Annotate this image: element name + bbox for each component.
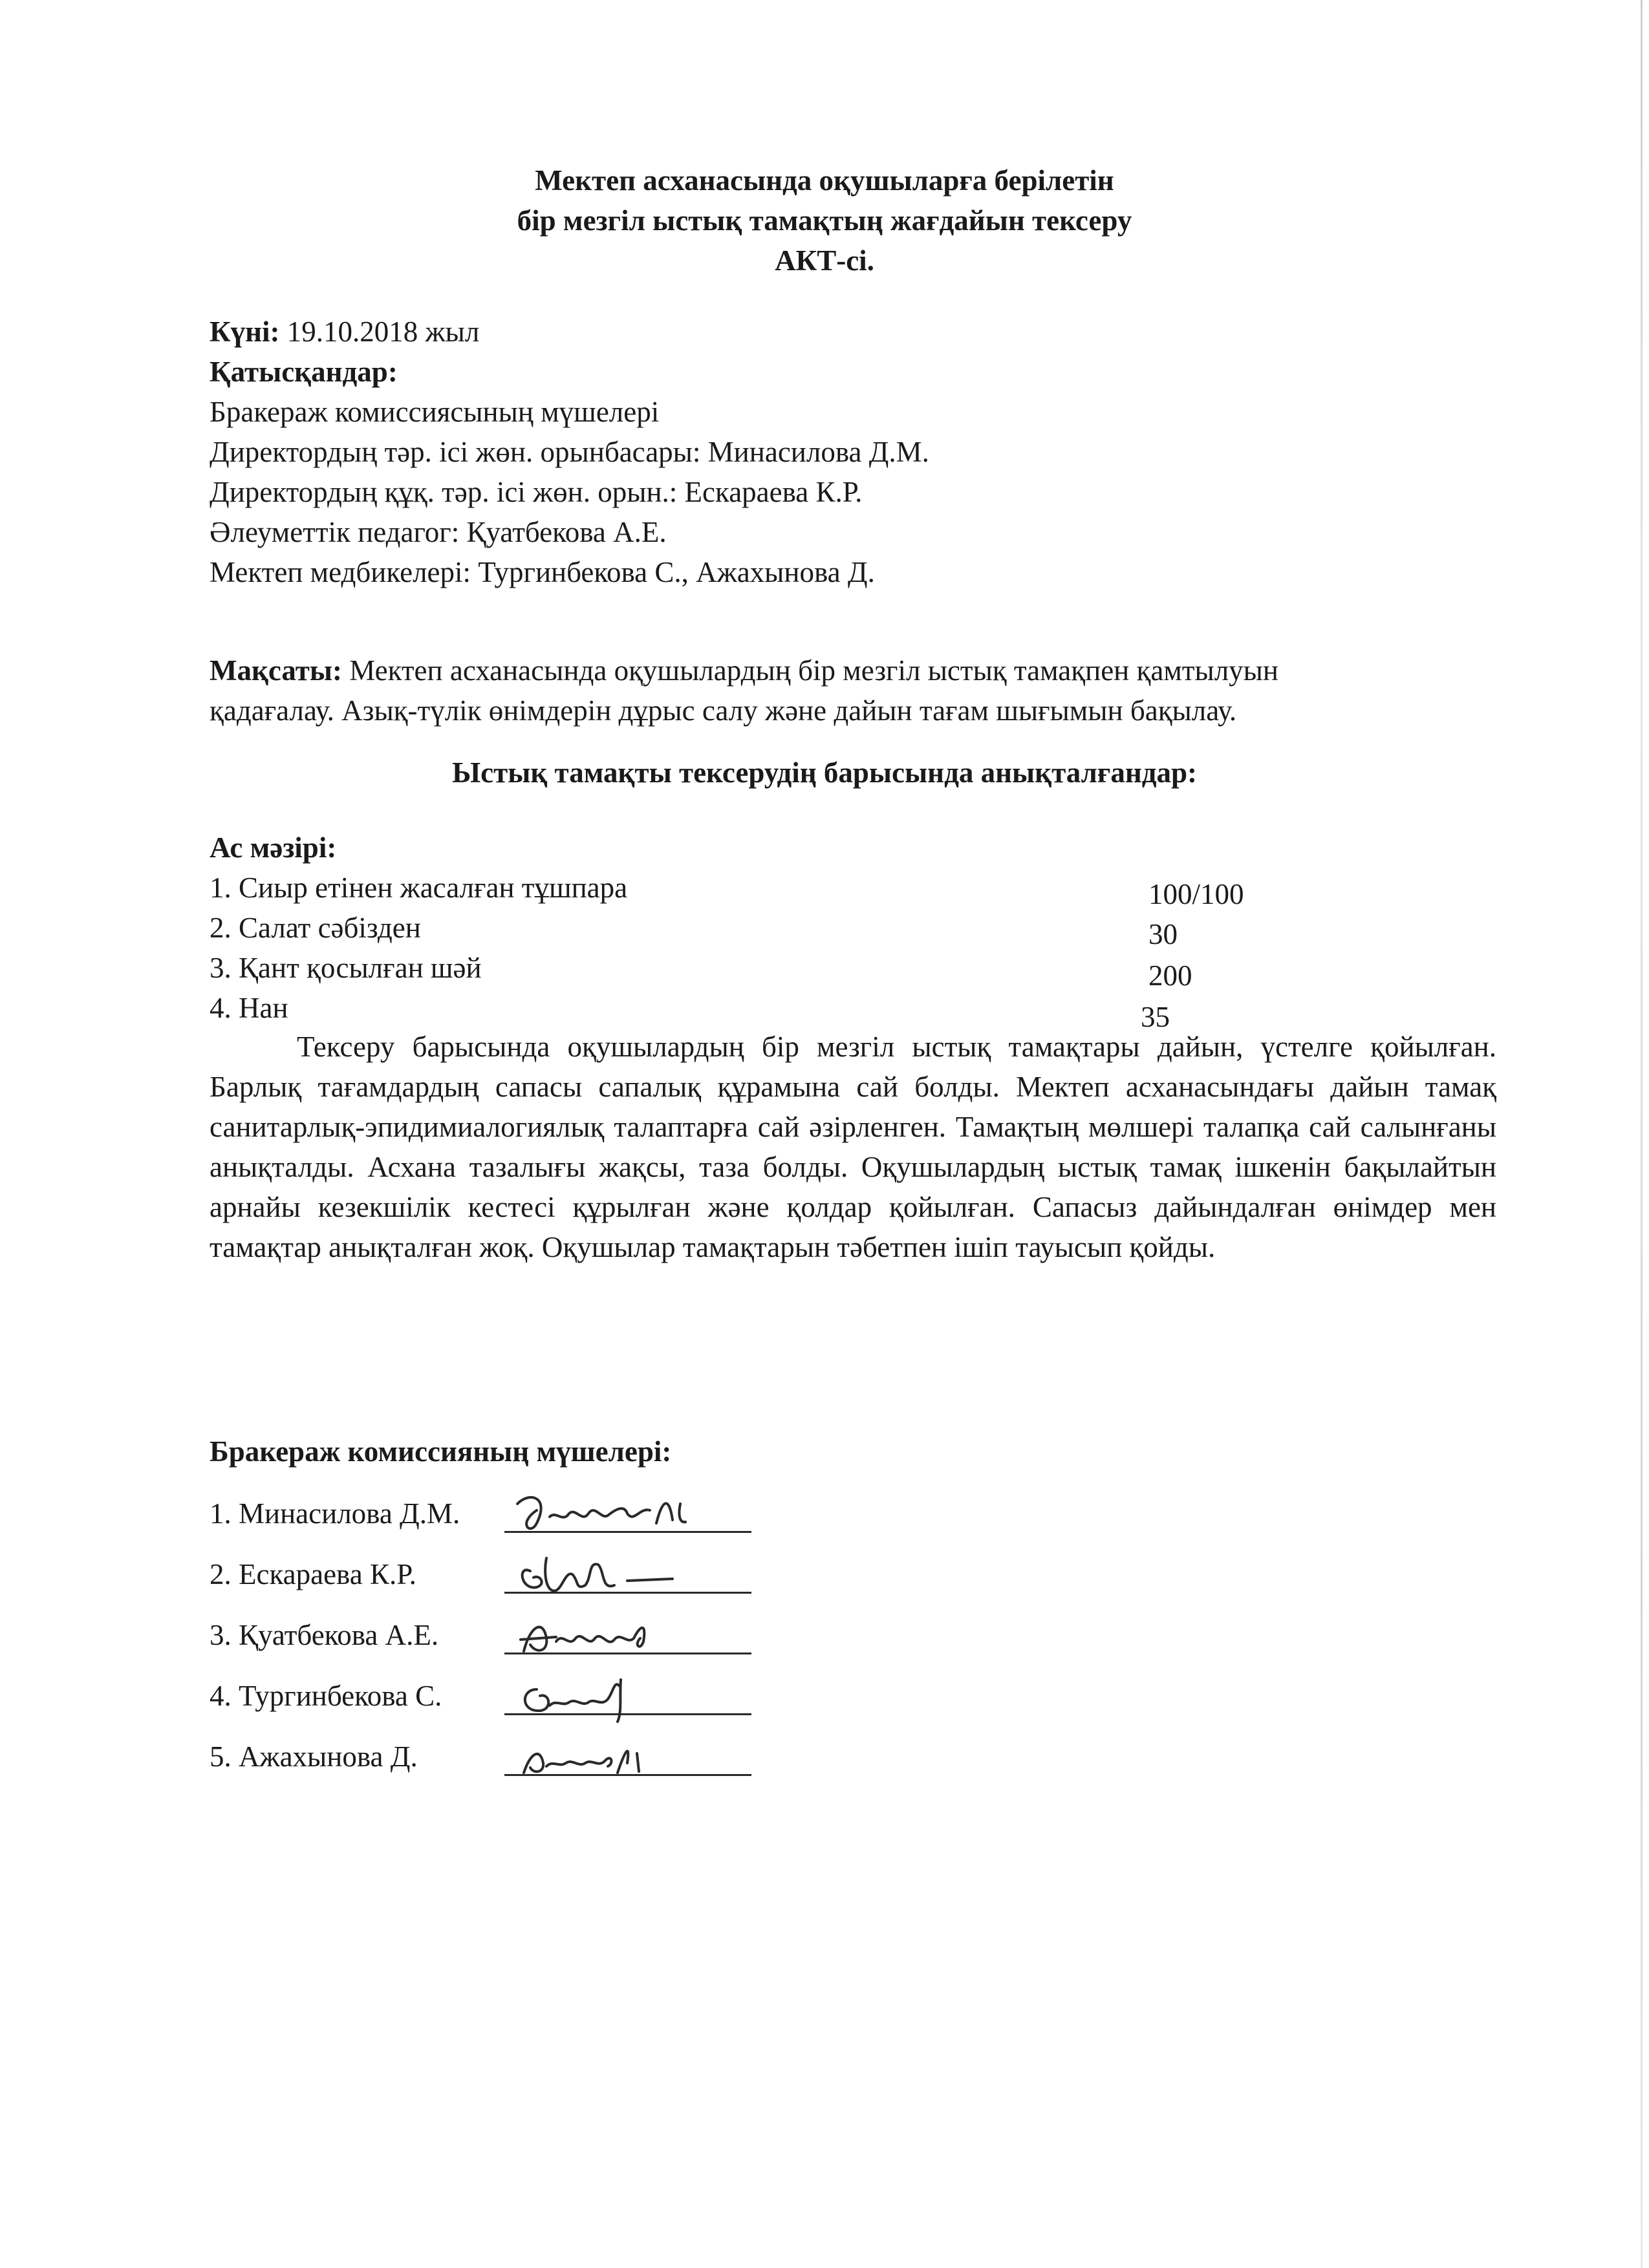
purpose-line-2: қадағалау. Азық-түлік өнімдерін дұрыс салу және дайын тағам шығымын бақылау. bbox=[210, 694, 1237, 727]
menu-item-name: 2. Салат сәбізден bbox=[210, 912, 421, 944]
title-line-1: Мектеп асханасында оқушыларға берілетін bbox=[535, 164, 1114, 197]
title-line-2: бір мезгіл ыстық тамақтың жағдайын тексеру bbox=[517, 204, 1132, 237]
menu-item bbox=[210, 988, 1496, 1033]
participant-line-2: Директордың тәр. ісі жөн. орынбасары: Минасилова Д.М. bbox=[210, 436, 929, 468]
handwritten-signature bbox=[511, 1728, 718, 1790]
date-value: 19.10.2018 жыл bbox=[286, 316, 480, 348]
handwritten-signature bbox=[511, 1484, 718, 1546]
participant-line-5: Мектеп медбикелері: Тургинбекова С., Ажахынова Д. bbox=[210, 556, 875, 588]
purpose-block bbox=[210, 650, 1496, 731]
inspection-paragraph: Тексеру барысында оқушылардың бір мезгіл ыстық тамақтары дайын, үстелге қойылған. Барлық тағамдардың сапасы сапалық құрамына сай болды. Мектеп асханасындағы дайын тамақ санитарлық-эпидимиалогиялық талаптарға сай әзірленген. Тамақтың мөлшері талапқа сай салынғаны анықталды. Асхана тазалығы жақсы, таза болды. Оқушылардың ыстық тамақ ішкенін бақылайтын арнайы кезекшілік кестесі құрылған және қолдар қойылған. Сапасыз дайындалған өнімдер мен тамақтар анықталған жоқ. Оқушылар тамақтарын тәбетпен ішіп тауысып қойды. bbox=[210, 1031, 1496, 1263]
scan-edge-line bbox=[1641, 0, 1643, 2268]
participant-line-3: Директордың құқ. тәр. ісі жөн. орын.: Ескараева К.Р. bbox=[210, 476, 863, 508]
signatory-name: 3. Қуатбекова А.Е. bbox=[210, 1619, 439, 1651]
menu-item-qty: 200 bbox=[1148, 959, 1192, 992]
menu-item-qty: 100/100 bbox=[1148, 878, 1244, 910]
menu-item bbox=[210, 908, 1496, 948]
date-label: Күні: bbox=[210, 316, 280, 348]
purpose-label: Мақсаты: bbox=[210, 654, 342, 687]
title-line-3: АКТ-сі. bbox=[775, 244, 874, 277]
document-title bbox=[0, 160, 1649, 281]
menu-item bbox=[210, 868, 1496, 908]
purpose-line-1 bbox=[210, 650, 1496, 690]
date-line bbox=[210, 312, 1496, 352]
commission-heading bbox=[210, 1431, 1496, 1471]
handwritten-signature bbox=[511, 1545, 718, 1607]
signatory-name: 1. Минасилова Д.М. bbox=[210, 1497, 460, 1530]
findings-heading: Ыстық тамақты тексерудің барысында анықталғандар: bbox=[451, 756, 1198, 789]
signatory-name: 2. Ескараева К.Р. bbox=[210, 1558, 416, 1590]
menu-item-name: 4. Нан bbox=[210, 992, 288, 1024]
menu-block bbox=[210, 828, 1496, 1033]
participants-label: Қатысқандар: bbox=[210, 356, 398, 388]
menu-item-qty: 30 bbox=[1148, 918, 1178, 950]
handwritten-signature bbox=[511, 1667, 718, 1729]
menu-label: Ас мәзірі: bbox=[210, 831, 337, 864]
purpose-text-1: Мектеп асханасында оқушылардың бір мезгіл ыстық тамақпен қамтылуын bbox=[341, 654, 1278, 687]
signature-list bbox=[210, 1493, 792, 1797]
menu-item-qty: 35 bbox=[1141, 1001, 1170, 1033]
participant-line-4: Әлеуметтік педагог: Қуатбекова А.Е. bbox=[210, 516, 667, 548]
signature-row bbox=[210, 1737, 792, 1797]
menu-item-name: 3. Қант қосылған шәй bbox=[210, 952, 482, 984]
signatory-name: 4. Тургинбекова С. bbox=[210, 1680, 442, 1712]
handwritten-signature bbox=[511, 1606, 718, 1668]
menu-item-name: 1. Сиыр етінен жасалған тұшпара bbox=[210, 872, 628, 904]
menu-item bbox=[210, 948, 1496, 992]
participants-block bbox=[210, 312, 1496, 592]
participant-line-1: Бракераж комиссиясының мүшелері bbox=[210, 396, 660, 428]
commission-heading-text: Бракераж комиссияның мүшелері: bbox=[210, 1435, 672, 1468]
signatory-name: 5. Ажахынова Д. bbox=[210, 1740, 418, 1773]
